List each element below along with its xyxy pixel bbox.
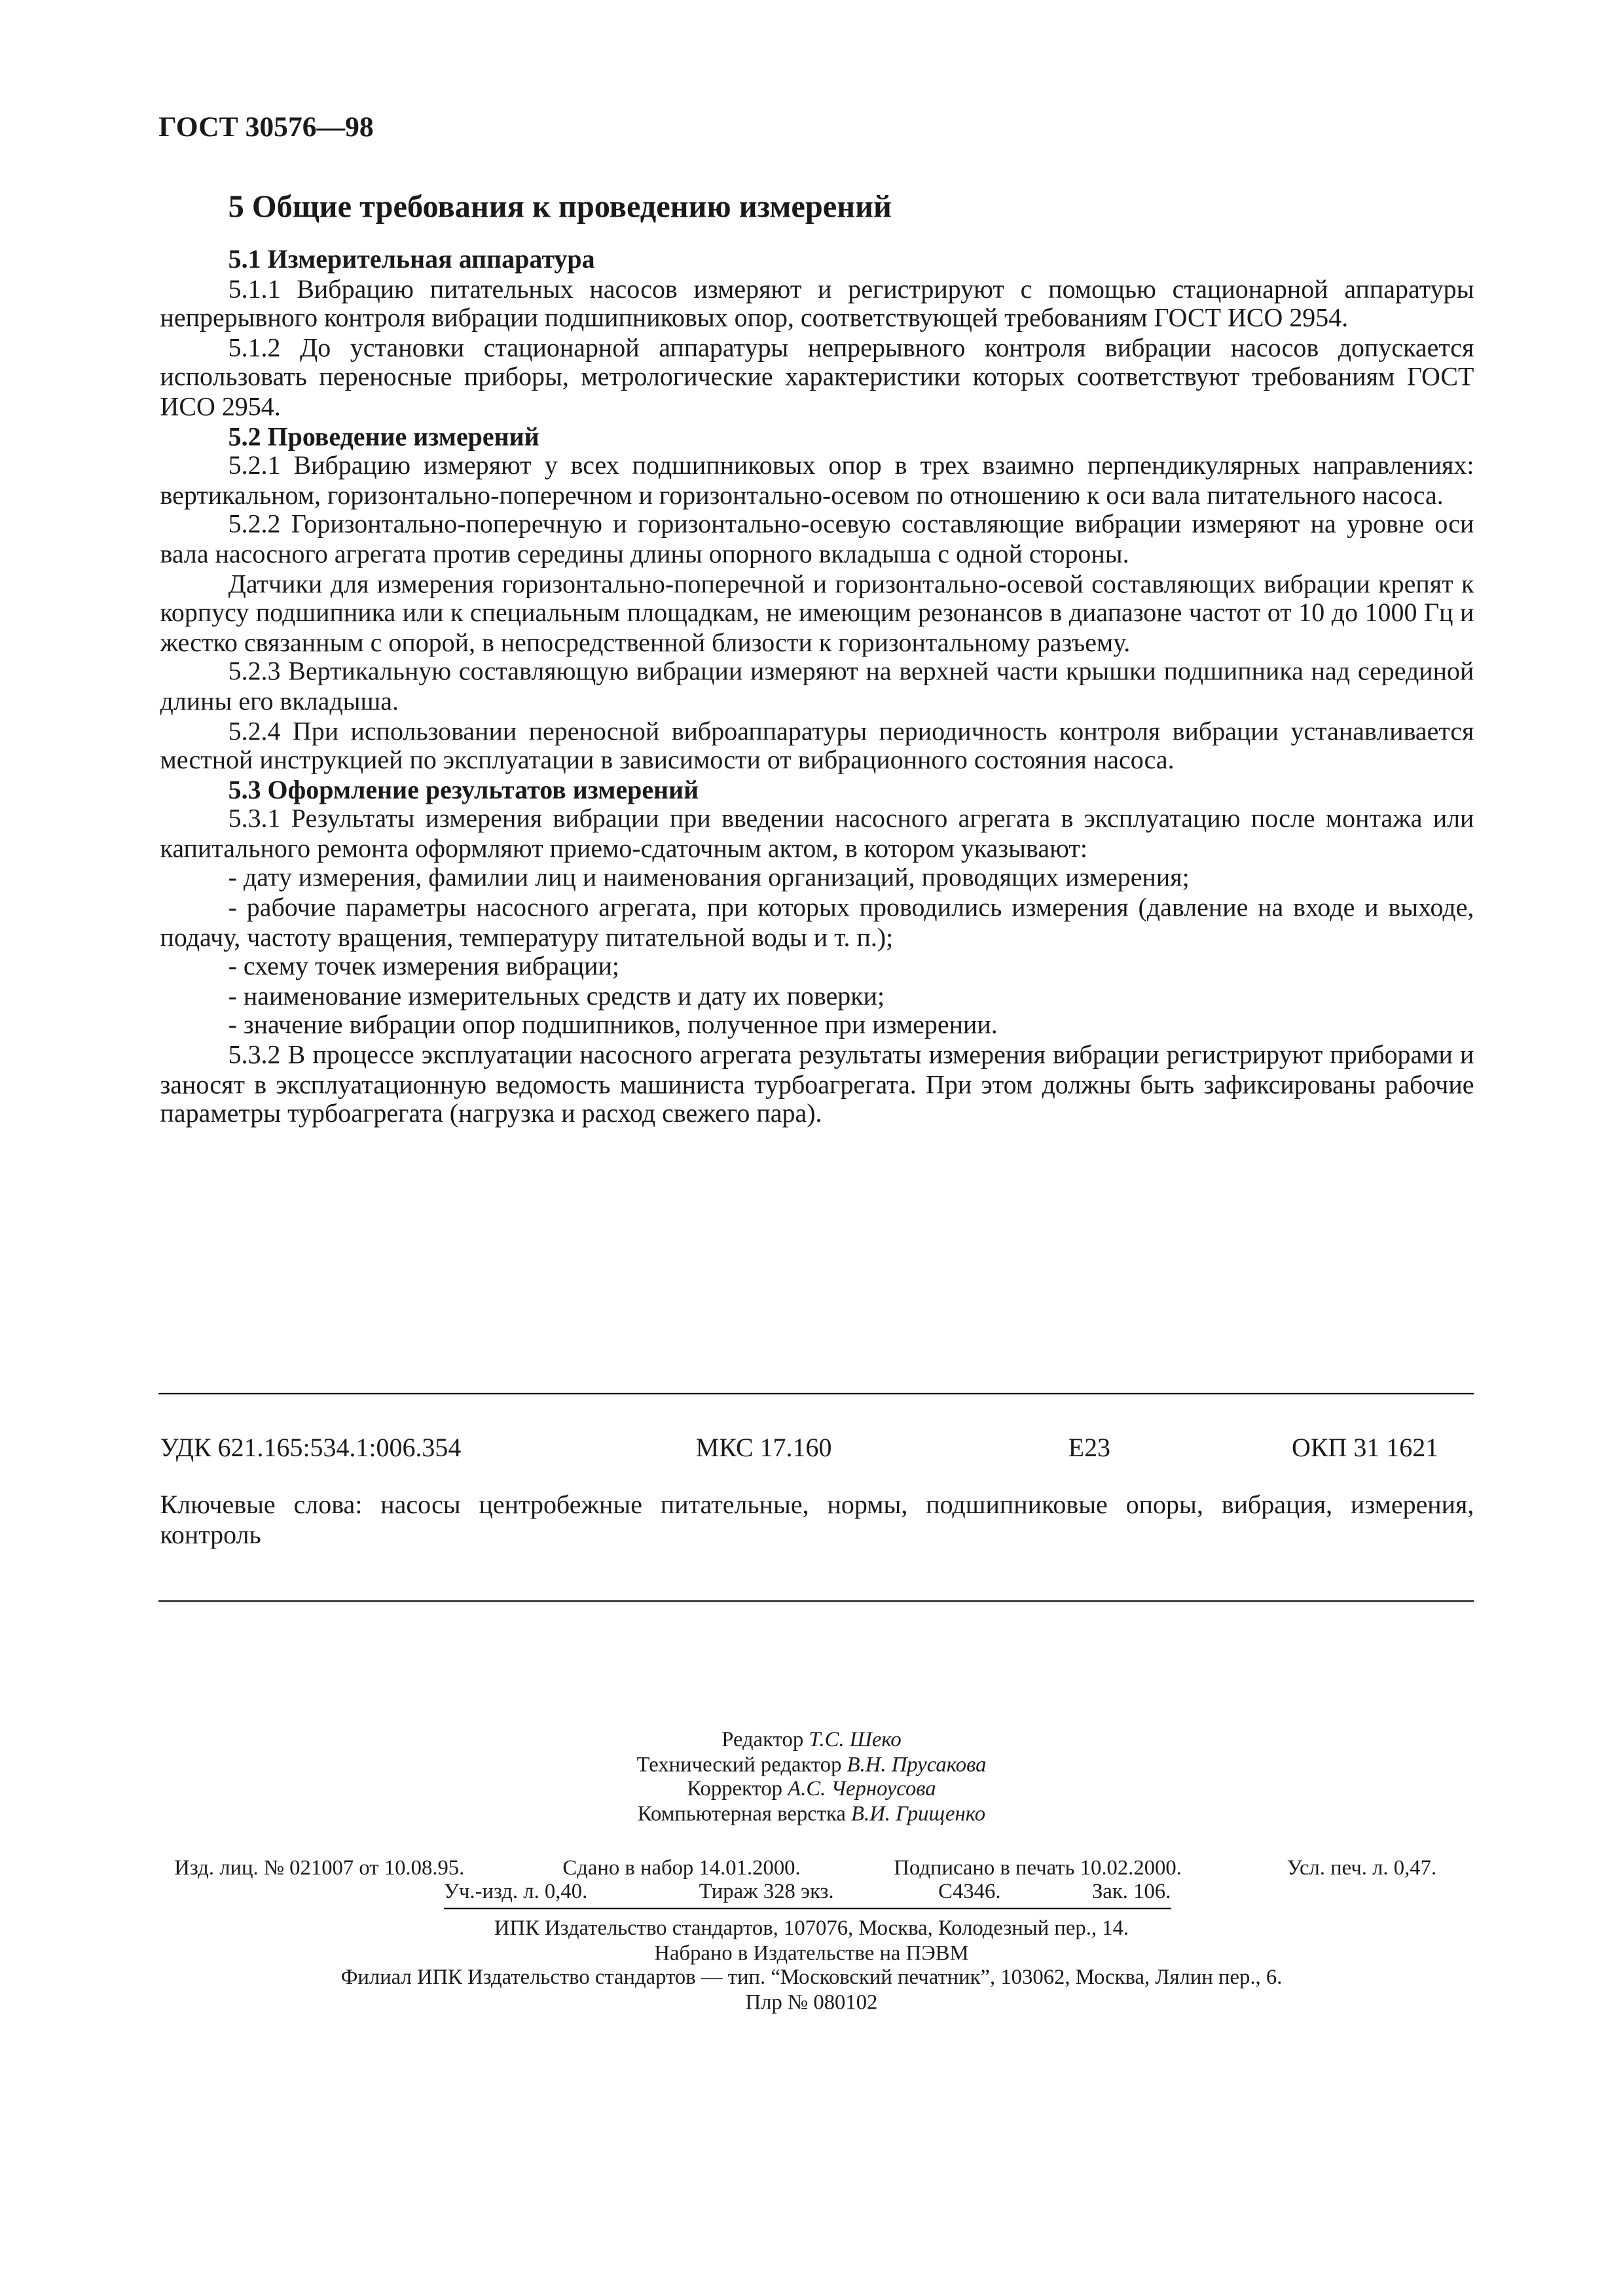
paragraph: 5.2.3 Вертикальную составляющую вибрации измеряют на верхней части крышки подшипника над серединой длины его вкладыша. [160, 656, 1474, 717]
udk-code: УДК 621.165:534.1:006.354 [160, 1432, 462, 1463]
credit-name: Т.С. Шеко [809, 1727, 902, 1751]
list-item: - наименование измерительных средств и дату их поверки; [228, 980, 885, 1011]
divider-top [158, 1393, 1474, 1394]
pub-typeset: Сдано в набор 14.01.2000. [562, 1855, 801, 1880]
paragraph: Датчики для измерения горизонтально-поперечной и горизонтально-осевой составляющих вибрации крепят к корпусу подшипника или к специальным площадкам, не имеющим резонансов в диапазоне частот от 10 до 1000 Гц и жестко связанным с опорой, в непосредственной близости к горизонтальному разъему. [160, 567, 1474, 657]
pub-code: С4346. [938, 1879, 1001, 1903]
okp-code: ОКП 31 1621 [1292, 1432, 1439, 1463]
subsection-heading: 5.2 Проведение измерений [228, 420, 539, 451]
credit-name: В.И. Грищенко [851, 1801, 986, 1825]
imprint-line: Набрано в Издательстве на ПЭВМ [654, 1940, 969, 1964]
pub-circulation: Тираж 328 экз. [699, 1879, 834, 1903]
credit-corrector [0, 1776, 1623, 1801]
pub-order: Зак. 106. [1092, 1879, 1171, 1903]
list-item: - схему точек измерения вибрации; [228, 951, 620, 982]
imprint-divider [444, 1908, 1171, 1909]
list-item: - рабочие параметры насосного агрегата, при которых проводились измерения (давление на входе и выходе, подачу, частоту вращения, температуру питательной воды и т. п.); [160, 892, 1474, 952]
pub-license: Изд. лиц. № 021007 от 10.08.95. [174, 1855, 465, 1880]
paragraph: 5.1.1 Вибрацию питательных насосов измеряют и регистрируют с помощью стационарной аппаратуры непрерывного контроля вибрации подшипниковых опор, соответствующей требованиям ГОСТ ИСО 2954. [160, 273, 1474, 333]
keywords: Ключевые слова: насосы центробежные питательные, нормы, подшипниковые опоры, вибрация, измерения, контроль [160, 1489, 1474, 1549]
paragraph: 5.3.2 В процессе эксплуатации насосного агрегата результаты измерения вибрации регистрируют приборами и заносят в эксплуатационную ведомость машиниста турбоагрегата. При этом должны быть зафиксированы рабочие параметры турбоагрегата (нагрузка и расход свежего пара). [160, 1039, 1474, 1129]
subsection-heading: 5.3 Оформление результатов измерений [228, 774, 699, 805]
paragraph: 5.2.2 Горизонтально-поперечную и горизонтально-осевую составляющие вибрации измеряют на уровне оси вала насосного агрегата против середины длины опорного вкладыша с одной стороны. [160, 509, 1474, 569]
document-id: ГОСТ 30576—98 [158, 111, 374, 143]
credit-editor [0, 1727, 1623, 1752]
pub-signed: Подписано в печать 10.02.2000. [894, 1855, 1182, 1880]
credit-label: Технический редактор [636, 1751, 842, 1776]
section-title: 5 Общие требования к проведению измерений [228, 190, 892, 225]
credit-label: Корректор [687, 1776, 783, 1801]
paragraph: 5.2.1 Вибрацию измеряют у всех подшипниковых опор в трех взаимно перпендикулярных направлениях: вертикальном, горизонтально-поперечном и горизонтально-осевом по отношению к оси вала питательного насоса. [160, 450, 1474, 510]
paragraph: 5.2.4 При использовании переносной виброаппаратуры периодичность контроля вибрации устанавливается местной инструкцией по эксплуатации в зависимости от вибрационного состояния насоса. [160, 715, 1474, 776]
credit-label: Компьютерная верстка [637, 1801, 846, 1825]
credit-tech-editor [0, 1752, 1623, 1777]
paragraph: 5.1.2 До установки стационарной аппаратуры непрерывного контроля вибрации насосов допускается использовать переносные приборы, метрологические характеристики которых соответствуют требованиям ГОСТ ИСО 2954. [160, 332, 1474, 422]
imprint-line: ИПК Издательство стандартов, 107076, Москва, Колодезный пер., 14. [494, 1915, 1129, 1940]
pub-pub-sheets: Уч.-изд. л. 0,40. [443, 1879, 588, 1903]
credit-label: Редактор [721, 1727, 804, 1751]
group-code: Е23 [1068, 1432, 1111, 1463]
list-item: - дату измерения, фамилии лиц и наименования организаций, проводящих измерения; [228, 863, 1190, 893]
divider-bottom [158, 1600, 1474, 1602]
subsection-heading: 5.1 Измерительная аппаратура [228, 243, 595, 274]
mks-code: МКС 17.160 [695, 1432, 832, 1463]
credit-name: А.С. Черноусова [788, 1776, 936, 1801]
imprint [0, 1916, 1623, 2015]
credit-layout [0, 1801, 1623, 1826]
list-item: - значение вибрации опор подшипников, полученное при измерении. [228, 1010, 998, 1041]
credit-name: В.Н. Прусакова [847, 1751, 987, 1776]
imprint-line: Плр № 080102 [745, 1990, 878, 2014]
paragraph: 5.3.1 Результаты измерения вибрации при введении насосного агрегата в эксплуатацию после монтажа или капитального ремонта оформляют приемо-сдаточным актом, в котором указывают: [160, 804, 1474, 864]
credits [0, 1727, 1623, 1826]
body-text [160, 245, 1474, 1129]
pub-print-sheets: Усл. печ. л. 0,47. [1286, 1855, 1437, 1880]
imprint-line: Филиал ИПК Издательство стандартов — тип. “Московский печатник”, 103062, Москва, Лялин пер., 6. [340, 1965, 1283, 1989]
